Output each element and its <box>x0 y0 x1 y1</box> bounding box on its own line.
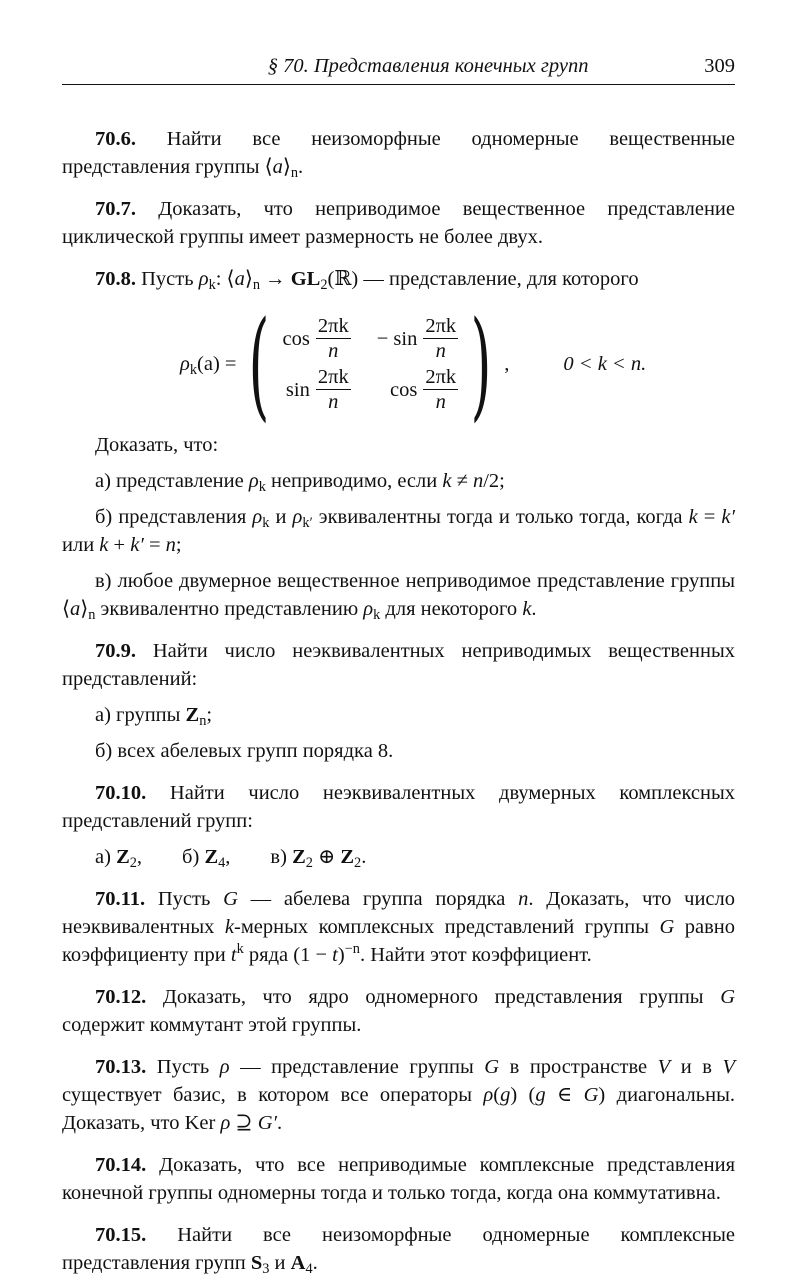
math-text: 2 <box>354 855 362 871</box>
problem-number: 70.13. <box>95 1056 147 1078</box>
math-text: t <box>332 944 338 966</box>
chapter-title: § 70. Представления конечных групп <box>267 55 589 77</box>
paragraph: б) представления $\rho_k$ и $\rho_{k'}$ эквивалентны тогда и только тогда, когда k = k′ или k + k′ = n; <box>62 506 736 556</box>
math-text: Z <box>292 846 306 868</box>
math-text: n <box>88 607 96 623</box>
math-text: V <box>722 1056 735 1078</box>
math-text: A <box>290 1252 306 1274</box>
math-text: k <box>688 506 698 528</box>
problem-number: 70.6. <box>95 128 136 150</box>
function-name: − sin <box>376 327 418 350</box>
matrix-formula: $\rho_k(a)$ = ( cos $\frac{2\pi k}{n}$ − sin $\frac{2\pi k}{n}$ sin $\frac{2\pi k}{n}$ cos $\frac{2\pi k}{n}$ ) , 0 < k < n. <box>180 295 647 433</box>
math-text: ρ <box>198 268 209 290</box>
math-text: g <box>500 1084 511 1106</box>
formula-lhs-argument: (a) = <box>197 353 237 375</box>
list-item: а) $Z_2$, <box>95 846 143 871</box>
fraction <box>423 365 458 414</box>
problem-number: 70.10. <box>95 782 147 804</box>
math-text: 4 <box>305 1261 313 1277</box>
list-item: в) $Z_2$ ⊕ $Z_2$. <box>270 846 367 871</box>
math-text: 2 <box>320 277 328 293</box>
math-text: GL <box>290 268 321 290</box>
problem-number: 70.11. <box>95 888 146 910</box>
paragraph: в) любое двумерное вещественное неприводимое представление группы $⟨a⟩_n$ эквивалентно представлению $\rho_k$ для некоторого k. <box>62 570 735 623</box>
math-text: ρ <box>220 1112 231 1134</box>
problem-number: 70.7. <box>95 198 136 220</box>
paragraph: 70.13. Пусть ρ — представление группы G в пространстве V и в V существует базис, в котором все операторы ρ(g) (g ∈ G) диагональны. Доказать, что Ker ρ ⊇ G′. <box>62 1056 735 1134</box>
math-text: ρ <box>248 470 259 492</box>
fraction <box>423 314 458 363</box>
matrix <box>283 314 459 414</box>
problem-number: 70.8. <box>95 268 136 290</box>
formula-condition: 0 < k < n. <box>563 353 647 375</box>
page-number: 309 <box>704 55 735 77</box>
math-text: k <box>224 916 234 938</box>
math-text: k <box>236 941 244 957</box>
math-text: G <box>484 1056 500 1078</box>
problem-number: 70.9. <box>95 640 136 662</box>
paragraph: Доказать, что: <box>95 434 219 456</box>
paragraph: 70.7. Доказать, что неприводимое вещественное представление циклической группы имеет размерность не более двух. <box>62 198 735 248</box>
math-text: a <box>70 598 81 620</box>
math-text: k <box>258 479 266 495</box>
matrix-cell <box>283 365 351 414</box>
math-text: a <box>272 156 283 178</box>
math-text: k <box>373 607 381 623</box>
math-text: G <box>583 1084 599 1106</box>
math-text: n <box>165 534 176 556</box>
math-text: a <box>234 268 245 290</box>
problem-number: 70.14. <box>95 1154 147 1176</box>
denominator: n <box>328 340 339 362</box>
math-text: ρ <box>483 1084 494 1106</box>
fraction <box>316 314 351 363</box>
math-text: k <box>99 534 109 556</box>
math-text: 2 <box>305 855 313 871</box>
math-text: G <box>659 916 675 938</box>
numerator: 2πk <box>317 315 349 337</box>
paragraph: 70.10. Найти число неэквивалентных двумерных комплексных представлений групп: <box>62 782 735 832</box>
problem-number: 70.15. <box>95 1224 147 1246</box>
math-text: G <box>223 888 238 910</box>
fraction <box>316 365 351 414</box>
paragraph: 70.14. Доказать, что все неприводимые комплексные представления конечной группы одномерны тогда и только тогда, когда она коммутативна. <box>62 1154 735 1204</box>
math-text: 3 <box>262 1261 270 1277</box>
paragraph: 70.6. Найти все неизоморфные одномерные вещественные представления группы $⟨a⟩_n$. <box>62 128 735 181</box>
math-text: G′ <box>257 1112 278 1134</box>
math-text: G <box>720 986 735 1008</box>
running-header <box>62 52 735 85</box>
matrix-cell <box>377 365 458 414</box>
math-text: n <box>472 470 484 492</box>
function-name: cos <box>282 327 310 350</box>
paragraph: а) представление $\rho_k$ неприводимо, если k ≠ n/2; <box>95 470 505 495</box>
math-text: Z <box>185 704 200 726</box>
numerator: 2πk <box>317 366 349 388</box>
math-text: Z <box>340 846 355 868</box>
math-text: ρ <box>219 1056 230 1078</box>
math-text: n <box>518 888 529 910</box>
math-text: k <box>208 277 216 293</box>
math-text: ρ <box>180 353 190 375</box>
function-name: cos <box>390 378 418 401</box>
matrix-cell <box>377 314 458 363</box>
math-text: S <box>250 1252 263 1274</box>
right-paren: ) <box>470 295 492 433</box>
denominator: n <box>435 340 446 362</box>
math-text: n <box>290 165 299 181</box>
math-text: k <box>262 515 270 531</box>
denominator: n <box>328 391 339 413</box>
math-text: ρ <box>292 506 303 528</box>
math-text: Z <box>204 846 219 868</box>
math-text: k <box>189 362 198 378</box>
math-text: k′ <box>130 534 144 556</box>
math-text: 4 <box>218 855 226 871</box>
paragraph: а) группы $Z_n$; <box>95 704 213 729</box>
math-text: t <box>230 944 237 966</box>
paragraph: 70.9. Найти число неэквивалентных неприводимых вещественных представлений: <box>62 640 735 690</box>
math-text: 2 <box>129 855 137 871</box>
math-text: −n <box>344 941 360 957</box>
matrix-cell <box>283 314 351 363</box>
math-text: n <box>252 277 260 293</box>
function-name: sin <box>285 378 310 401</box>
math-text: k′ <box>302 515 313 531</box>
math-text: ρ <box>363 598 374 620</box>
paragraph: 70.12. Доказать, что ядро одномерного представления группы G содержит коммутант этой группы. <box>62 986 735 1036</box>
math-text: k <box>522 598 532 620</box>
numerator: 2πk <box>425 366 457 388</box>
paragraph: 70.11. Пусть G — абелева группа порядка n. Доказать, что число неэквивалентных k-мерных комплексных представлений группы G равно коэффициенту при $t^k$ ряда $(1 - t)^{-n}$. Найти этот коэффициент. <box>62 888 736 966</box>
math-text: V <box>657 1056 671 1078</box>
math-text: ρ <box>252 506 263 528</box>
problem-number: 70.12. <box>95 986 147 1008</box>
page-body <box>62 125 735 1277</box>
paragraph: 70.15. Найти все неизоморфные одномерные комплексные представления групп $S_3$ и $A_4$. <box>62 1224 735 1277</box>
list-item: б) $Z_4$, <box>182 846 231 871</box>
item-list <box>62 843 735 871</box>
paragraph: б) всех абелевых групп порядка 8. <box>95 740 394 762</box>
math-text: n <box>199 713 207 729</box>
denominator: n <box>435 391 446 413</box>
left-paren: ( <box>249 295 270 433</box>
paragraph: 70.8. Пусть $\rho_k$: $⟨a⟩_n$ → $GL_2(ℝ)$ — представление, для которого <box>95 268 639 293</box>
math-text: k′ <box>721 506 736 528</box>
math-text: Z <box>116 846 130 868</box>
math-text: g <box>535 1084 546 1106</box>
math-text: k <box>442 470 452 492</box>
book-page <box>62 52 735 1285</box>
numerator: 2πk <box>425 315 457 337</box>
formula-lhs <box>180 350 236 378</box>
